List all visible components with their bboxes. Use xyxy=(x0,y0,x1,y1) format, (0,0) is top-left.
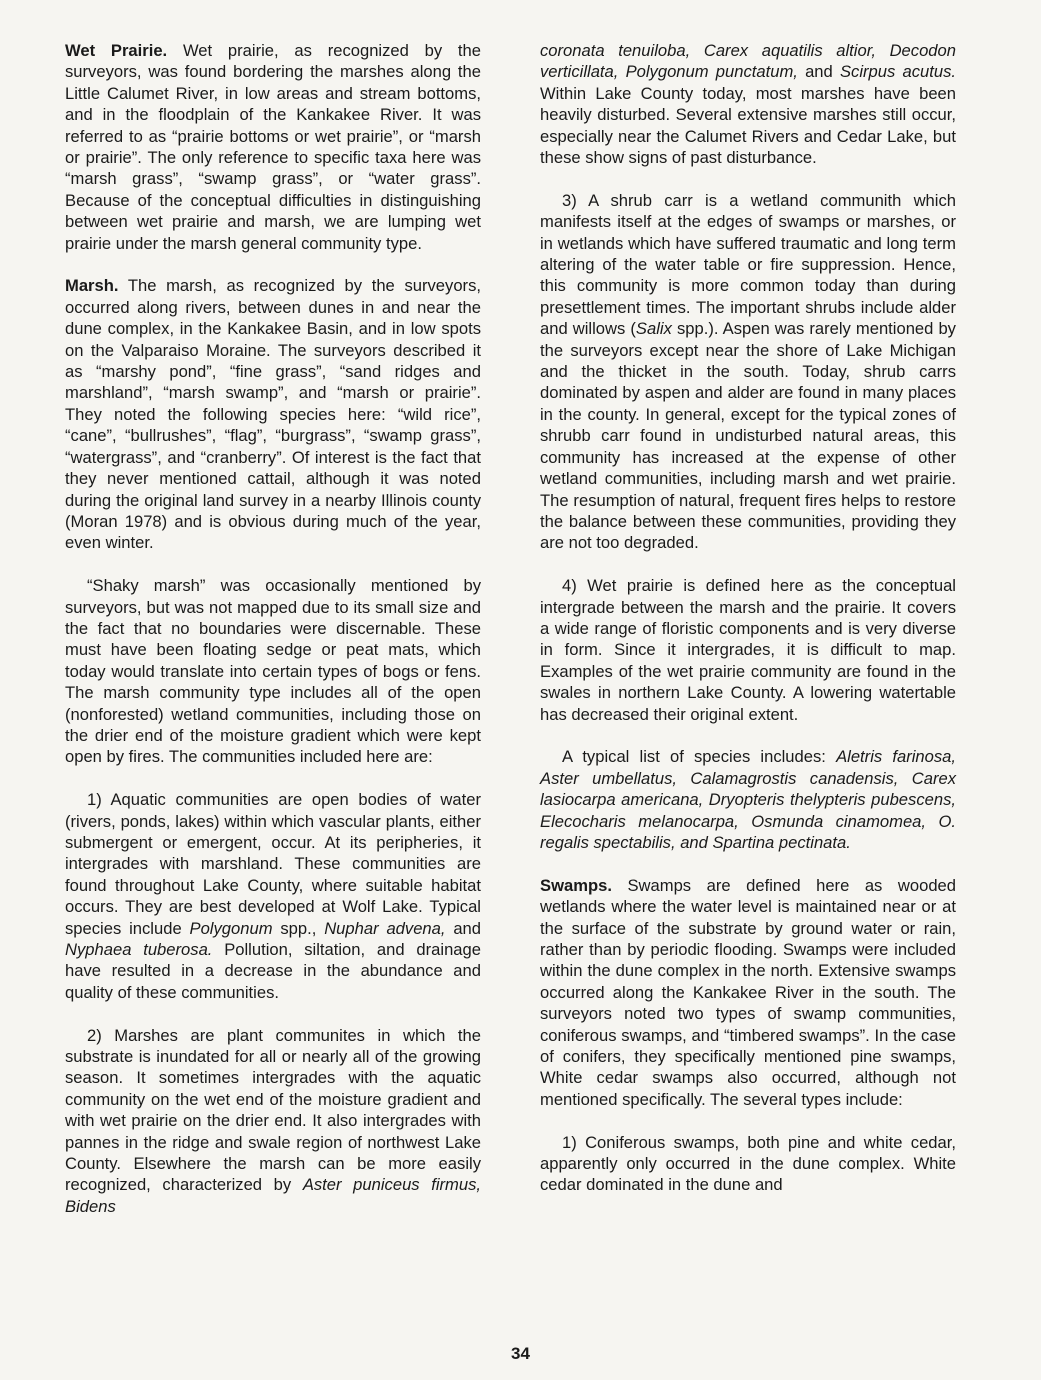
wet-prairie-text: Wet prairie, as recognized by the surveyors, was found bordering the marshes along the Little Calumet River, in low areas and stream bottoms, and in the floodplain of the Kankakee River. It was referred to as “prairie bottoms or wet prairie”, or “marsh or prairie”. The only reference to specific taxa here was “marsh grass”, “swamp grass”, or “water grass”. Because of the conceptual difficulties in distinguishing between wet prairie and marsh, we are lumping wet prairie under the marsh general community type. xyxy=(65,41,482,253)
species-list-intro: A typical list of species includes: xyxy=(562,747,837,767)
shaky-marsh-paragraph: “Shaky marsh” was occasionally mentioned by surveyors, but was not mapped due to its small size and the fact that no boundaries were discernable. These must have been floating sedge or peat mats, which today would translate into certain types of bogs or fens. The marsh community type includes all of the open (nonforested) wetland communities, including those on the drier end of the moisture gradient which were kept open by fires. The communities included here are: xyxy=(65,576,481,767)
marsh-species-continued-paragraph xyxy=(540,40,956,168)
marsh-continued-and: and xyxy=(797,62,840,82)
aquatic-text-d: Pollution, siltation, and drainage have resulted in a decrease in the abundance and quality of these communities. xyxy=(65,940,481,1002)
marsh-paragraph xyxy=(65,275,481,553)
swamps-text: Swamps are defined here as wooded wetlands where the water level is maintained near or at the surface of the substrate by ground water or rain, rather than by periodic flooding. Swamps were included within the dune complex in the north. Extensive swamps occurred along the Kankakee River in the south. The surveyors noted two types of swamp communities, coniferous swamps, and “timbered swamps”. In the case of conifers, they specifically mentioned pine swamps, White cedar swamps also occurred, although not mentioned specifically. The several types include: xyxy=(540,875,956,1109)
aquatic-species-2: Nuphar advena, xyxy=(324,918,446,938)
marsh-heading: Marsh. xyxy=(65,276,119,296)
shrub-carr-text-a: 3) A shrub carr is a wetland communith which manifests itself at the edges of swamps or marshes, or in wetlands which have suffered traumatic and long term altering of the water table or fire suppression. Hence, this community is more common today than during presettlement times. The important shrubs include alder and willows ( xyxy=(540,190,956,339)
aquatic-text-a: 1) Aquatic communities are open bodies of water (rivers, ponds, lakes) within which vascular plants, either submergent or emergent, occur. At its peripheries, it intergrades with marshland. These communities are found throughout Lake County, where suitable habitat occurs. They are best developed at Wolf Lake. Typical species include xyxy=(65,790,481,938)
species-list-paragraph xyxy=(540,746,956,853)
wet-prairie-heading: Wet Prairie. xyxy=(65,41,168,60)
marsh-species-scirpus: Scirpus acutus. xyxy=(839,62,956,82)
marsh-species-continued: coronata tenuiloba, Carex aquatilis altior, Decodon verticillata, Polygonum punctatum, xyxy=(540,41,956,82)
shrub-carr-species: Salix xyxy=(635,319,672,339)
wet-prairie-paragraph xyxy=(65,40,481,254)
species-list: Aletris farinosa, Aster umbellatus, Calamagrostis canadensis, Carex lasiocarpa americana, Dryopteris thelypteris pubescens, Elecocharis melanocarpa, Osmunda cinamomea, O. regalis spectabilis, and Spartina pectinata. xyxy=(540,747,956,852)
right-column xyxy=(540,40,956,1217)
wet-prairie-definition-paragraph: 4) Wet prairie is defined here as the conceptual intergrade between the marsh and the prairie. It covers a wide range of floristic components and is very diverse in form. Since it intergrades, it is difficult to map. Examples of the wet prairie community are found in the swales in northern Lake County. A lowering watertable has decreased their original extent. xyxy=(540,576,956,724)
marsh-text: The marsh, as recognized by the surveyors, occurred along rivers, between dunes in and near the dune complex, in the Kankakee Basin, and in low spots on the Valparaiso Moraine. The surveyors described it as “marshy pond”, “fine grass”, “sand ridges and marshland”, “marsh swamp”, and “marsh or prairie”. They noted the following species here: “wild rice”, “cane”, “bullrushes”, “flag”, “burgrass”, “swamp grass”, “watergrass”, and “cranberry”. Of interest is the fact that they never mentioned cattail, although it was noted during the original land survey in a nearby Illinois county (Moran 1978) and is obvious during much of the year, even winter. xyxy=(65,276,481,553)
aquatic-species-1: Polygonum xyxy=(189,918,273,938)
aquatic-communities-paragraph xyxy=(65,789,481,1003)
aquatic-text-b: spp., xyxy=(272,918,325,938)
aquatic-text-c: and xyxy=(445,918,482,938)
marshes-species: Aster puniceus firmus, Bidens xyxy=(65,1175,481,1216)
shrub-carr-text-b: spp.). Aspen was rarely mentioned by the surveyors except near the shore of Lake Michigan and the thicket in the south. Today, shrub carrs dominated by aspen and alder are found in many places in the county. In general, except for the typical zones of shrubb carr found in undisturbed natural areas, this community has increased at the expense of other wetland communities, including marsh and wet prairie. The resumption of natural, frequent fires helps to restore the balance between these communities, providing they are not too degraded. xyxy=(540,319,956,553)
marsh-continued-text: Within Lake County today, most marshes have been heavily disturbed. Several extensive marshes still occur, especially near the Calumet Rivers and Cedar Lake, but these show signs of past disturbance. xyxy=(540,83,956,168)
left-column xyxy=(65,40,481,1239)
marshes-paragraph xyxy=(65,1025,481,1218)
swamps-paragraph xyxy=(540,875,956,1110)
marshes-text: 2) Marshes are plant communites in which the substrate is inundated for all or nearly all of the growing season. It sometimes intergrades with the aquatic community on the wet end of the moisture gradient and with wet prairie on the drier end. It also intergrades with pannes in the ridge and swale region of northwest Lake County. Elsewhere the marsh can be more easily recognized, characterized by xyxy=(65,1025,481,1195)
swamps-heading: Swamps. xyxy=(540,875,612,895)
aquatic-species-3: Nyphaea tuberosa. xyxy=(65,940,213,960)
coniferous-swamps-paragraph: 1) Coniferous swamps, both pine and white cedar, apparently only occurred in the dune complex. White cedar dominated in the dune and xyxy=(540,1132,956,1195)
page-number: 34 xyxy=(511,1344,530,1363)
shrub-carr-paragraph xyxy=(540,190,956,554)
